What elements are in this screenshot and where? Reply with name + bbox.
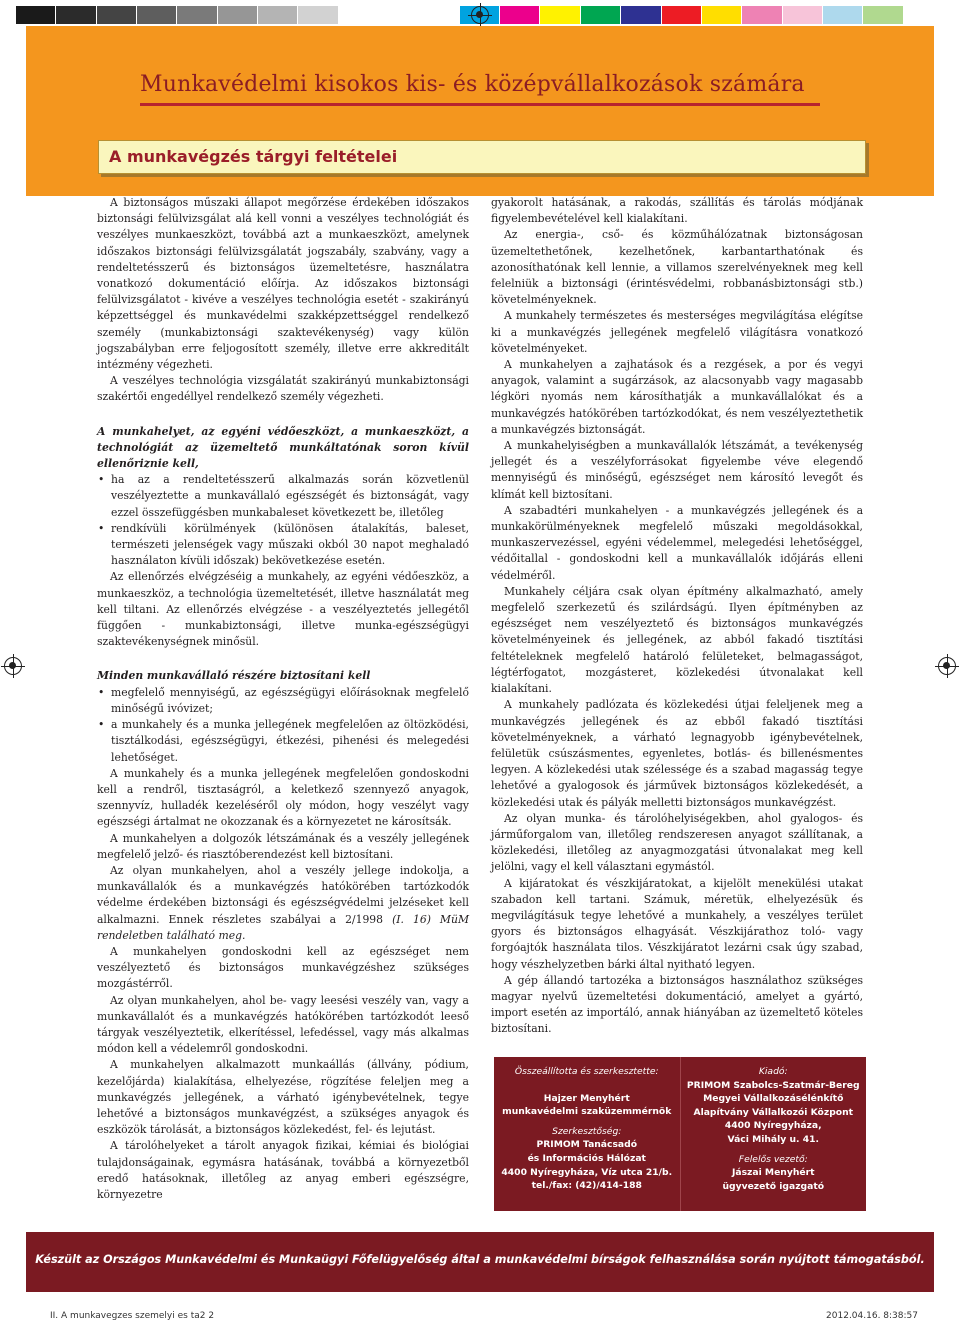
color-swatch bbox=[702, 6, 742, 24]
slug-date: 2012.04.16. 8:38:57 bbox=[826, 1311, 918, 1321]
imprint-value: 4400 Nyíregyháza, Víz utca 21/b. bbox=[501, 1166, 673, 1178]
paragraph: Az olyan munkahelyen, ahol be- vagy leesési veszély van, vagy a munkavállalót és a munkavégzés hatókörében tartózkodót leeső tárgyak veszélyeztetik, elkerítéssel, lefedéssel, vagy más alkalmas módon kell a védelemről gondoskodni. bbox=[97, 993, 469, 1056]
paragraph: A veszélyes technológia vizsgálatát szakirányú munkabiztonsági szakértői engedéllyel rendelkező személy végezheti. bbox=[97, 374, 469, 404]
subheading: A munkahelyet, az egyéni védőeszközt, a munkaeszközt, a technológiát az üzemeltető munkáltatónak soron kívül ellenőriznie kell, bbox=[97, 424, 469, 471]
bullet-list bbox=[97, 472, 469, 569]
imprint-value: Jászai Menyhért bbox=[731, 1167, 815, 1179]
color-swatch bbox=[56, 6, 96, 24]
color-swatch bbox=[298, 6, 338, 24]
slug-file: II. A munkavegzes szemelyi es ta2 2 bbox=[50, 1311, 215, 1321]
imprint-value: tel./fax: (42)/414-188 bbox=[531, 1180, 642, 1192]
list-item: • megfelelő mennyiségű, az egészségügyi előírásoknak megfelelő minőségű ivóvizet; bbox=[97, 685, 469, 717]
color-swatch bbox=[621, 6, 661, 24]
color-swatch bbox=[177, 6, 217, 24]
color-swatch bbox=[783, 6, 823, 24]
imprint-value: Alapítvány Vállalkozói Központ bbox=[693, 1106, 854, 1118]
paragraph: A munkahelyiségben a munkavállalók létszámát, a tevékenység jellegét és a veszélyforrásokat figyelembe véve elegendő mennyiségű és minőségű, egészséget nem károsító levegőt és klímát kell biztosítani. bbox=[491, 439, 863, 501]
color-swatch bbox=[258, 6, 298, 24]
paragraph: A munkahelyen a dolgozók létszámának és a veszély jellegének megfelelő jelző- és riasztóberendezést kell biztosítani. bbox=[97, 831, 469, 861]
bullet-list bbox=[97, 685, 469, 766]
paragraph: Munkahely céljára csak olyan építmény alkalmazható, amely megfelelő szerkezetű és szilárdságú. Ilyen építményben az egészséget nem veszélyeztető és biztonságos munkavégzés követelményeinek és jellegének, az abból fakadó tisztítási feltételeknek megfelelő határoló felületeket, belmagasságot, légtérfogatot, mozgásteret, közlekedési útvonalakat kell kialakítani. bbox=[491, 584, 863, 696]
imprint-value: Váci Mihály u. 41. bbox=[727, 1133, 819, 1145]
title-rule bbox=[140, 103, 820, 106]
paragraph: A kijáratokat és vészkijáratokat, a kijelölt menekülési utakat szabadon kell tartani. Számuk, méretük, elhelyezésük és megvilágításuk tegye lehetővé a munkahely, a veszélyes terület gyors és biztonságos elhagyását. Vészkijárathoz toló- vagy forgóajtók használata tilos. Vészkijáratot lezárni csak úgy szabad, hogy vészhelyzetben bárki által nyitható legyen. bbox=[491, 876, 863, 971]
paragraph: Az energia-, cső- és közműhálózatnak biztonságosan üzemeltethetőnek, kezelhetőnek, karbantarthatónak és azonosíthatónak kell lennie, a villamos szerelvényeknek meg kell felelniük a biztonsági (érintésvédelmi, robbanásbiztonsági stb.) követelményeknek. bbox=[491, 228, 863, 307]
color-swatch bbox=[379, 6, 419, 24]
list-item: • ha az a rendeltetésszerű alkalmazás során közvetlenül veszélyeztette a munkavállaló egészségét és biztonságát, vagy ezzel összefüggésben munkabaleset következett be, illetőleg bbox=[97, 472, 469, 521]
section-heading-box bbox=[98, 140, 866, 174]
paragraph: A munkahely és a munka jellegének megfelelően gondoskodni kell a rendről, tisztaságról, a keletkező szennyező anyagok, szennyvíz, hulladék kezeléséről oly módon, hogy veszélyt vagy egészségi ártalmat ne okozzanak és a környezetet ne károsítsák. bbox=[97, 766, 469, 829]
footer-text: Készült az Országos Munkavédelmi és Munkaügyi Főfelügyelőség által a munkavédelmi bírságok felhasználása során nyújtott támogatásból. bbox=[35, 1253, 925, 1266]
imprint-label: Szerkesztőség: bbox=[552, 1125, 622, 1137]
imprint-value: ügyvezető igazgató bbox=[722, 1180, 825, 1192]
paragraph: A biztonságos műszaki állapot megőrzése érdekében időszakos biztonsági felülvizsgálat alá kell vonni a veszélyes technológiát és veszélyes munkaeszközt, továbbá azt a munkaeszközt, amelynek időszakos biztonsági felülvizsgálatát jogszabály, szabvány, vagy a rendeltetésszerű és biztonságos üzemeltetésre, használatra vonatkozó dokumentáció előírja. Az időszakos biztonsági felülvizsgálatot - kivéve a veszélyes technológia esetét - szakirányú képzettséggel és munkavédelmi szakképzettséggel rendelkező személy (munkabiztonsági szaktevékenység) vagy külön jogszabályban erre feljogosított személy, illetve erre akkreditált intézmény végezheti. bbox=[97, 196, 469, 372]
paragraph: A munkahelyen a zajhatások és a rezgések, a por és vegyi anyagok, valamint a sugárzások, az alacsonyabb vagy magasabb légköri nyomás nem károsíthatják a munkavállalókat és a munkavégzés hatókörében tartózkodókat, és nem veszélyeztethetik a munkavégzés biztonságát. bbox=[491, 358, 863, 436]
footer-band bbox=[26, 1232, 934, 1292]
left-column bbox=[97, 195, 469, 1203]
color-swatch bbox=[581, 6, 621, 24]
color-swatch bbox=[904, 6, 944, 24]
color-swatch bbox=[339, 6, 379, 24]
subheading: Minden munkavállaló részére biztosítani kell bbox=[97, 669, 371, 683]
imprint-label: Felelős vezető: bbox=[738, 1153, 808, 1165]
color-swatch bbox=[137, 6, 177, 24]
imprint-value: és Információs Hálózat bbox=[527, 1152, 646, 1164]
imprint-value: Hajzer Menyhért bbox=[543, 1092, 630, 1104]
color-swatch bbox=[662, 6, 702, 24]
registration-mark-right bbox=[938, 657, 956, 675]
paragraph: A gép állandó tartozéka a biztonságos használathoz szükséges magyar nyelvű üzemeltetési dokumentáció, amelyet a gyártó, import esetén az importáló, annak hiányában az üzemeltető köteles biztosítani. bbox=[491, 973, 863, 1036]
page-title: Munkavédelmi kisokos kis- és középvállalkozások számára bbox=[140, 72, 805, 97]
imprint-label: Kiadó: bbox=[758, 1066, 788, 1077]
paragraph bbox=[97, 863, 469, 944]
color-swatch bbox=[500, 6, 540, 24]
imprint-box bbox=[494, 1057, 866, 1211]
imprint-editorial bbox=[494, 1057, 680, 1211]
color-swatch bbox=[823, 6, 863, 24]
paragraph: Az ellenőrzés elvégzéséig a munkahely, az egyéni védőeszköz, a munkaeszköz, a technológia üzemeltetését, illetve használatát meg kell tiltani. Az ellenőrzés elvégzése - a veszélyeztetés jellegétől függően - munkabiztonsági, illetve munka-egészségügyi szaktevékenységnek minősül. bbox=[97, 570, 469, 649]
paragraph: A munkahelyen gondoskodni kell az egészséget nem veszélyeztető és biztonságos munkavégzéshez szükséges mozgástérről. bbox=[97, 944, 469, 991]
list-item: • rendkívüli körülmények (különösen átalakítás, baleset, természeti jelenségek vagy műszaki okból 30 napot meghaladó használaton kívüli időszak) bekövetkezése esetén. bbox=[97, 521, 469, 570]
list-item: • a munkahely és a munka jellegének megfelelően az öltözködési, tisztálkodási, egészségügyi, étkezési, pihenési és melegedési lehetőséget. bbox=[97, 717, 469, 766]
color-swatch bbox=[97, 6, 137, 24]
paragraph: A tárolóhelyeket a tárolt anyagok fizikai, kémiai és biológiai tulajdonságainak, egymásra hatásának, továbbá a környezetből eredő hatásoknak, illetőleg az anyag emberi egészségre, környezetre bbox=[97, 1139, 469, 1201]
imprint-value: munkavédelmi szaküzemmérnök bbox=[502, 1106, 672, 1118]
color-swatch bbox=[540, 6, 580, 24]
imprint-value: Megyei Vállalkozásélénkítő bbox=[703, 1093, 844, 1105]
color-swatch bbox=[863, 6, 903, 24]
paragraph-italic: (I. 16) MüM rendeletben található meg. bbox=[97, 912, 469, 942]
registration-mark-top bbox=[471, 6, 489, 24]
section-title: A munkavégzés tárgyi feltételei bbox=[109, 147, 398, 166]
paragraph: gyakorolt hatásának, a rakodás, szállítás és tárolás módjának figyelembevételével kell kialakítani. bbox=[491, 196, 863, 226]
color-swatch bbox=[419, 6, 459, 24]
paragraph-text: Az olyan munkahelyen, ahol a veszély jellege indokolja, a munkavállalók és a munkavégzés hatókörében tartózkodók védelme érdekében biztonsági és egészségvédelmi jelzéseket kell alkalmazni. Ennek részletes szabályai a 2/1998 bbox=[97, 863, 469, 926]
paragraph: A munkahely padlózata és közlekedési útjai feleljenek meg a munkavégzés jellegének és az ebből fakadó tisztítási követelményeknek, a várható legnagyobb igénybevételnek, felületük csúszásmentes, egyenletes, botlás- és billenésmentes legyen. A közlekedési utak szélessége és a szabad magasság tegye lehetővé a gyalogosok és járművek biztonságos közlekedését, a közlekedési utak és pályák melletti biztonságos munkavégzést. bbox=[491, 698, 863, 809]
imprint-value: 4400 Nyíregyháza, bbox=[724, 1120, 822, 1132]
color-swatch bbox=[742, 6, 782, 24]
paragraph: Az olyan munka- és tárolóhelyiségekben, ahol gyalogos- és járműforgalom van, illetőleg rendszeresen anyagot szállítanak, a közlekedési, illetőleg az anyagmozgatási útvonalakat meg kell jelölni, vagy el kell választani egymástól. bbox=[491, 811, 863, 874]
right-column bbox=[491, 195, 863, 1038]
imprint-value: PRIMOM Tanácsadó bbox=[536, 1139, 638, 1151]
registration-mark-left bbox=[4, 657, 22, 675]
imprint-label: Összeállította és szerkesztette: bbox=[514, 1066, 659, 1077]
color-swatch bbox=[16, 6, 56, 24]
paragraph: A munkahelyen alkalmazott munkaállás (állvány, pódium, kezelőjárda) kialakítása, elhelyezése, rögzítése feleljen meg a munkavégzés jellegének, a várható igénybevételnek, tegye lehetővé a biztonságos munkavégzést, a szükséges anyagok és eszközök tárolását, a biztonságos közlekedést, fel- és lejutást. bbox=[97, 1058, 469, 1137]
paragraph: A szabadtéri munkahelyen - a munkavégzés jellegének és a munkakörülményeknek megfelelő műszaki megoldásokkal, munkaszervezéssel, egyéni védelemmel, melegedési lehetőséggel, védőitallal - gondoskodni kell a munkavállalók időjárás elleni védelméről. bbox=[491, 503, 863, 582]
color-swatch bbox=[218, 6, 258, 24]
imprint-value: PRIMOM Szabolcs-Szatmár-Bereg bbox=[686, 1079, 860, 1091]
imprint-publisher bbox=[680, 1057, 867, 1211]
paragraph: A munkahely természetes és mesterséges megvilágítása elégítse ki a munkavégzés jellegének megfelelő világításra vonatkozó követelményeket. bbox=[491, 309, 863, 355]
